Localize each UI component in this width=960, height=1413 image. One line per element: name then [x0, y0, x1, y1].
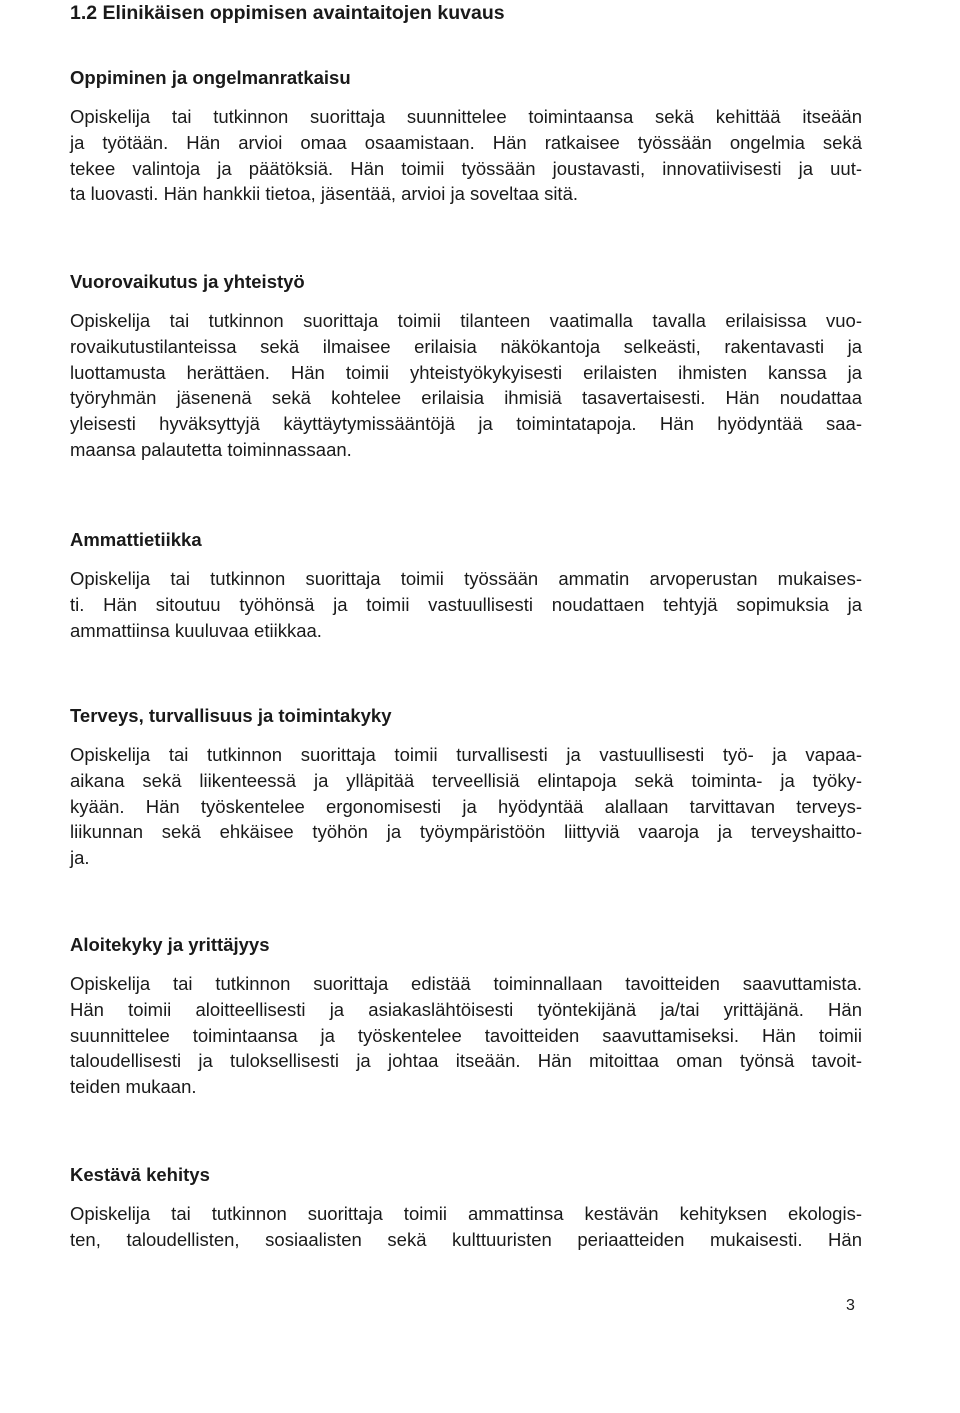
paragraph-line: ten, taloudellisten, sosiaalisten sekä kulttuuristen periaatteiden mukaisesti. Hän	[70, 1228, 862, 1250]
paragraph-line: Opiskelija tai tutkinnon suorittaja suunnittelee toimintaansa sekä kehittää itseään	[70, 106, 862, 127]
section-paragraph	[70, 742, 870, 871]
paragraph-line: Opiskelija tai tutkinnon suorittaja toimii tilanteen vaatimalla tavalla erilaisissa vuo-	[70, 310, 862, 331]
paragraph-line: kyään. Hän työskentelee ergonomisesti ja hyödyntää alallaan tarvittavan terveys-	[70, 795, 862, 817]
paragraph-line: liikunnan sekä ehkäisee työhön ja työympäristöön liittyviä vaaroja ja terveyshaitto-	[70, 821, 862, 843]
paragraph-line: maansa palautetta toiminnassaan.	[70, 438, 352, 460]
section-paragraph	[70, 566, 870, 643]
paragraph-line: työryhmän jäsenenä sekä kohtelee erilaisia ihmisiä tasavertaisesti. Hän noudattaa	[70, 387, 862, 409]
paragraph-line: Hän toimii aloitteellisesti ja asiakaslähtöisesti työntekijänä ja/tai yrittäjänä. Hän	[70, 998, 862, 1020]
paragraph-line: ja.	[70, 847, 90, 869]
paragraph-line: rovaikutustilanteissa sekä ilmaisee erilaisia näkökantoja selkeästi, rakentavasti ja	[70, 335, 862, 357]
section-ammattietiikka	[70, 528, 870, 643]
section-paragraph	[70, 104, 870, 207]
paragraph-line: Opiskelija tai tutkinnon suorittaja toimii ammattinsa kestävän kehityksen ekologis-	[70, 1203, 862, 1224]
paragraph-line: suunnittelee toimintaansa ja työskentelee tavoitteiden saavuttamiseksi. Hän toimii	[70, 1024, 862, 1046]
section-title: Oppiminen ja ongelmanratkaisu	[70, 67, 351, 88]
paragraph-line: Opiskelija tai tutkinnon suorittaja edistää toiminnallaan tavoitteiden saavuttamista.	[70, 973, 862, 994]
section-kestava-kehitys	[70, 1163, 870, 1253]
paragraph-line: ti. Hän sitoutuu työhönsä ja toimii vastuullisesti noudattaen tehtyjä sopimuksia ja	[70, 593, 862, 615]
section-aloitekyky	[70, 933, 870, 1100]
section-title: Aloitekyky ja yrittäjyys	[70, 934, 270, 955]
section-paragraph	[70, 1201, 870, 1253]
section-paragraph	[70, 971, 870, 1100]
section-title: Terveys, turvallisuus ja toimintakyky	[70, 705, 392, 726]
paragraph-line: taloudellisesti ja tuloksellisesti ja johtaa itseään. Hän mitoittaa oman työnsä tavoit-	[70, 1050, 862, 1072]
paragraph-line: Opiskelija tai tutkinnon suorittaja toimii työssään ammatin arvoperustan mukaises-	[70, 568, 862, 589]
paragraph-line: ammattiinsa kuuluvaa etiikkaa.	[70, 619, 322, 641]
paragraph-line: aikana sekä liikenteessä ja ylläpitää terveellisiä elintapoja sekä toiminta- ja työky-	[70, 769, 862, 791]
page-heading: 1.2 Elinikäisen oppimisen avaintaitojen kuvaus	[70, 2, 505, 24]
section-title: Vuorovaikutus ja yhteistyö	[70, 271, 305, 292]
paragraph-line: ja työtään. Hän arvioi omaa osaamistaan. Hän ratkaisee työssään ongelmia sekä	[70, 131, 862, 153]
paragraph-line: luottamusta herättäen. Hän toimii yhteistyökykyisesti erilaisten ihmisten kanssa ja	[70, 361, 862, 383]
paragraph-line: tekee valintoja ja päätöksiä. Hän toimii työssään joustavasti, innovatiivisesti ja uut-	[70, 157, 862, 179]
paragraph-line: Opiskelija tai tutkinnon suorittaja toimii turvallisesti ja vastuullisesti työ- ja vapaa-	[70, 744, 862, 765]
section-title: Ammattietiikka	[70, 529, 202, 550]
section-terveys	[70, 704, 870, 871]
section-vuorovaikutus	[70, 270, 870, 463]
paragraph-line: ta luovasti. Hän hankkii tietoa, jäsentää, arvioi ja soveltaa sitä.	[70, 183, 579, 205]
section-title: Kestävä kehitys	[70, 1164, 210, 1185]
section-paragraph	[70, 308, 870, 463]
section-oppiminen	[70, 66, 870, 207]
paragraph-line: teiden mukaan.	[70, 1076, 197, 1098]
paragraph-line: yleisesti hyväksyttyjä käyttäytymissääntöjä ja toimintatapoja. Hän hyödyntää saa-	[70, 413, 862, 435]
page-number: 3	[846, 1297, 855, 1314]
